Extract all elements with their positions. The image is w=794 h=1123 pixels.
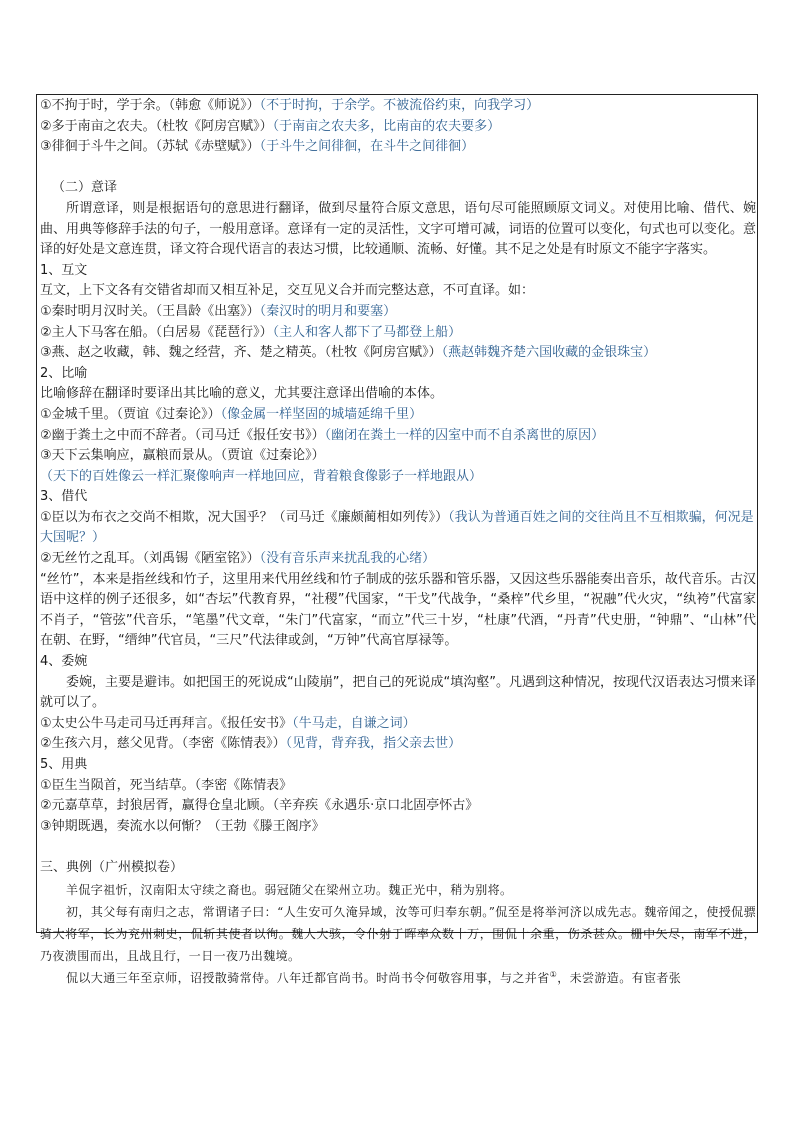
translation-note: （幽闭在粪土一样的囚室中而不自杀离世的原因） [324,427,605,443]
line-text: ③天下云集响应，赢粮而景从。（贾谊《过秦论》） [40,448,325,464]
text-line [40,426,756,447]
text-line [40,117,756,138]
line-text: ②生孩六月，慈父见背。（李密《陈情表》） [40,736,286,752]
line-text: ②主人下马客在船。（白居易《琵琶行》） [40,324,273,340]
line-text: 比喻修辞在翻译时要译出其比喻的意义，尤其要注意译出借喻的本体。 [40,386,444,402]
line-text: ①太史公牛马走司马迁再拜言。《报任安书》 [40,715,293,731]
line-text: ①金城千里。（贾谊《过秦论》） [40,406,221,422]
text-line [40,364,756,385]
text-line [40,570,756,652]
line-text: “丝竹”，本来是指丝线和竹子，这里用来代用丝线和竹子制成的弦乐器和管乐器，又因这些乐器能奏出音乐，故代音乐。古汉语中这样的例子还很多，如“杏坛”代教育界，“社稷”代国家，“干戈”代战争，“桑梓”代乡里，“祝融”代火灾，“纨袴”代富家不肖子，“管弦”代音乐，“笔墨”代文章，“朱门”代富家，“而立”代三十岁，“杜康”代酒，“丹青”代史册，“钟鼎”、“山林”代在朝、在野，“缙绅”代官员，“三尺”代法律或剑，“万钟”代高官厚禄等。 [40,571,756,649]
line-text: 羊侃字祖忻，汉南阳太守续之裔也。弱冠随父在梁州立功。魏正光中，稍为别将。 [66,882,513,897]
text-line [40,714,756,735]
text-line [40,652,756,673]
blank-line [40,837,756,858]
translation-note: （像金属一样坚固的城墙延绵千里） [220,406,423,422]
line-text: ③钟期既遇，奏流水以何惭？（王勃《滕王阁序》 [40,818,325,834]
translation-note: （燕赵韩魏齐楚六国收藏的金银珠宝） [441,345,657,361]
text-line [40,776,756,797]
line-text: ②元嘉草草，封狼居胥，赢得仓皇北顾。（辛弃疾《永遇乐·京口北固亭怀古》 [40,798,479,814]
document-content [40,96,756,989]
text-line [40,343,756,364]
text-line [40,446,756,487]
line-text: ①秦时明月汉时关。（王昌龄《出塞》） [40,303,260,319]
text-line [40,967,756,989]
text-line [40,96,756,117]
text-line [40,755,756,776]
text-line [40,178,756,199]
text-line [40,549,756,570]
translation-note: （牛马走，自谦之词） [292,715,416,731]
text-line [40,879,756,901]
line-text: 侃以大通三年至京师，诏授散骑常侍。八年迁都官尚书。时尚书令何敬容用事，与之并省 [66,970,550,985]
text-line [40,734,756,755]
text-line [40,673,756,714]
translation-note: （于斗牛之间徘徊，在斗牛之间徘徊） [259,139,475,155]
text-line [40,323,756,344]
text-line [40,487,756,508]
text-line [40,199,756,261]
blank-line [40,158,756,179]
text-line [40,302,756,323]
text-line [40,858,756,879]
line-text: ②无丝竹之乱耳。（刘禹锡《陋室铭》） [40,551,260,567]
footnote-mark: ① [549,969,558,979]
line-text: ②幽于粪土之中而不辞者。（司马迁《报任安书》） [40,427,325,443]
line-text: 1、互文 [40,262,88,278]
line-text: ①臣生当陨首，死当结草。（李密《陈情表》 [40,777,293,793]
line-text: ①臣以为布衣之交尚不相欺，况大国乎？（司马迁《廉颇蔺相如列传》） [40,509,449,525]
translation-note: （天下的百姓像云一样汇聚像响声一样地回应，背着粮食像影子一样地跟从） [40,468,483,484]
text-line [40,405,756,426]
line-text: 3、借代 [40,489,88,505]
translation-note: （于南亩之农夫多，比南亩的农夫要多） [272,118,501,134]
line-text: 所谓意译，则是根据语句的意思进行翻译，做到尽量符合原文意思，语句尽可能照顾原文词义。对使用比喻、借代、婉曲、用典等修辞手法的句子，一般用意译。意译有一定的灵活性，文字可增可减，词语的位置可以变化，句式也可以变化。意译的好处是文意连贯，译文符合现代语言的表达习惯，比较通顺、流畅、好懂。其不足之处是有时原文不能字字落实。 [40,200,756,258]
line-text: 5、用典 [40,757,88,772]
line-text: ③徘徊于斗牛之间。（苏轼《赤壁赋》） [40,139,260,155]
text-line [40,261,756,282]
translation-note: （见背，背弃我，指父亲去世） [285,736,462,752]
line-text: （二）意译 [52,180,118,196]
text-line [40,817,756,838]
translation-note: （没有音乐声来扰乱我的心绪） [259,551,436,567]
line-text: 初，其父每有南归之志，常谓诸子曰：“人生安可久淹异域，汝等可归奉东朝。”侃至是将举河济以成先志。魏帝闻之，使授侃骠骑大将军，长为兖州刺史，侃斩其使者以徇。魏人大骇，令仆射于晖率众数十万，围侃十余重，伤杀甚众。栅中矢尽，南军不进，乃夜溃围而出，且战且行，一日一夜乃出魏境。 [40,904,756,963]
text-line [40,384,756,405]
text-line [40,137,756,158]
text-line [40,508,756,549]
translation-note: （我认为普通百姓之间的交往尚且不互相欺骗，何况是大国呢？） [40,509,754,546]
text-line [40,281,756,302]
translation-note: （主人和客人都下了马都登上船） [272,324,462,340]
line-text: ③燕、赵之收藏，韩、魏之经营，齐、楚之精英。（杜牧《阿房宫赋》） [40,345,442,361]
line-text: ①不拘于时，学于余。（韩愈《师说》） [40,98,260,113]
document-frame [36,94,758,985]
line-text: 4、委婉 [40,654,88,670]
line-text: 三、典例（广州模拟卷） [40,859,184,875]
line-text-continued: ，未尝游造。有宦者张 [557,970,682,985]
line-text: 委婉，主要是避讳。如把国王的死说成“山陵崩”，把自己的死说成“填沟壑”。凡遇到这种情况，按现代汉语表达习惯来译就可以了。 [40,674,756,711]
translation-note: （不于时拘，于余学。不被流俗约束，向我学习） [259,98,540,113]
translation-note: （秦汉时的明月和要塞） [259,303,397,319]
line-text: ②多于南亩之农夫。（杜牧《阿房宫赋》） [40,118,273,134]
text-line [40,796,756,817]
line-text: 互文，上下文各有交错省却而又相互补足，交互见义合并而完整达意，不可直译。如： [40,283,535,299]
line-text: 2、比喻 [40,365,88,381]
text-line [40,901,756,967]
